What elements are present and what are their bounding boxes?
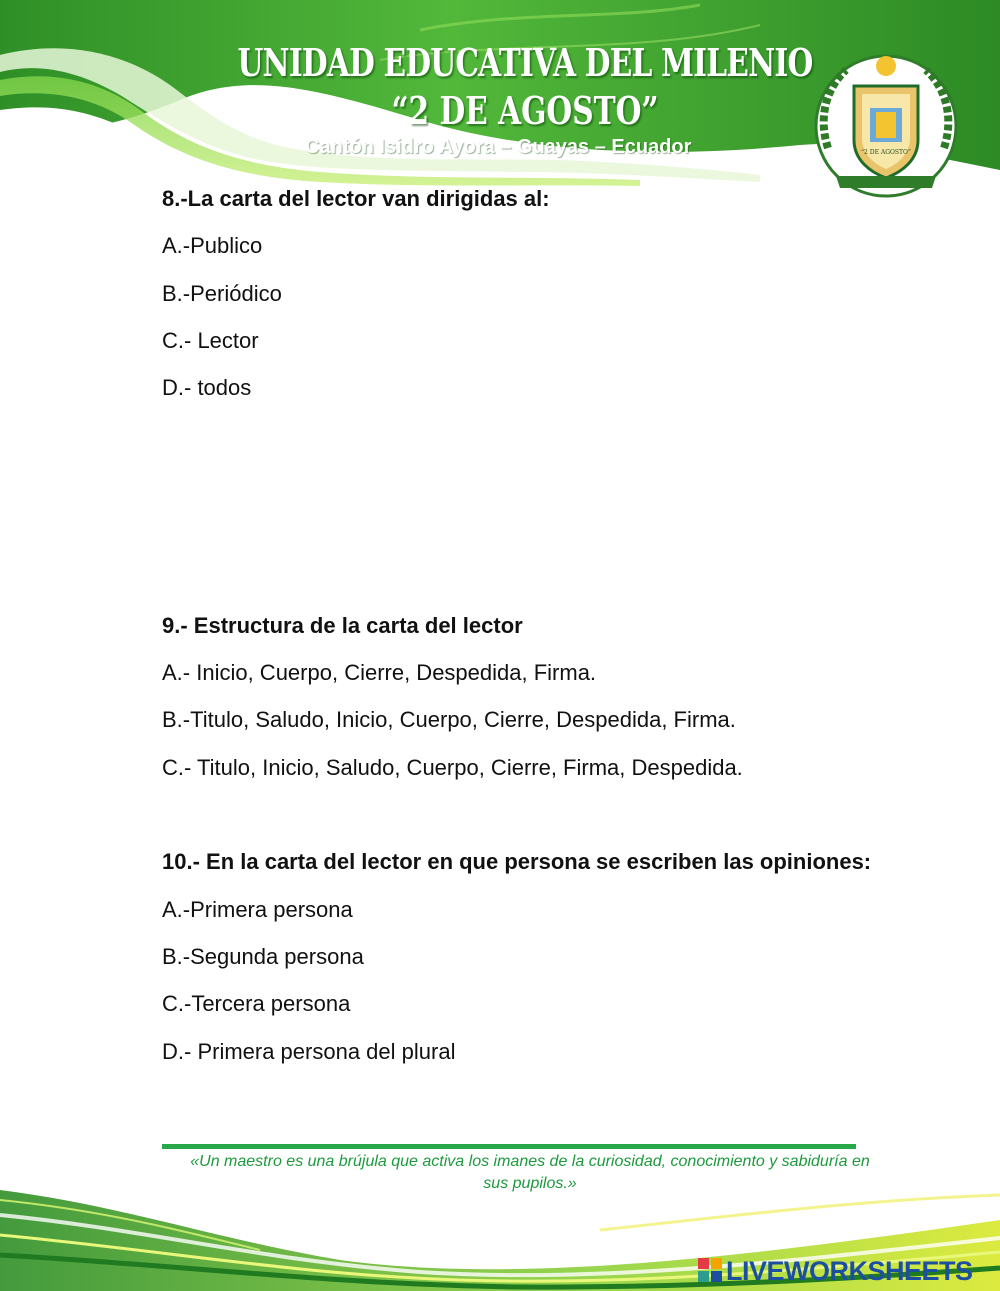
liveworksheets-logo-icon [698, 1258, 722, 1282]
question-9-option-a: A.- Inicio, Cuerpo, Cierre, Despedida, Firma. [162, 660, 597, 685]
school-location: Cantón Isidro Ayora – Guayas – Ecuador [305, 136, 692, 158]
question-10-prompt: 10.- En la carta del lector en que persona se escriben las opiniones: [162, 849, 872, 874]
question-8-option-d: D.- todos [162, 375, 252, 400]
question-10-option-d: D.- Primera persona del plural [162, 1039, 456, 1064]
crest-inner-text: “2 DE AGOSTO” [860, 149, 912, 156]
question-8-prompt: 8.-La carta del lector van dirigidas al: [162, 186, 550, 211]
school-crest-icon [806, 48, 966, 198]
school-title-quoted: “2 DE AGOSTO” [391, 88, 659, 133]
school-title: UNIDAD EDUCATIVA DEL MILENIO [237, 40, 813, 85]
question-8-option-b: B.-Periódico [162, 281, 282, 306]
footer-divider [162, 1144, 856, 1149]
question-10-option-c: C.-Tercera persona [162, 991, 351, 1016]
question-8-option-a: A.-Publico [162, 233, 263, 258]
question-9-option-b: B.-Titulo, Saludo, Inicio, Cuerpo, Cierre, Despedida, Firma. [162, 707, 736, 732]
footer-quote: «Un maestro es una brújula que activa los imanes de la curiosidad, conocimiento y sabiduría en sus pupilos.» [190, 1153, 870, 1192]
question-9-option-c: C.- Titulo, Inicio, Saludo, Cuerpo, Cierre, Firma, Despedida. [162, 755, 743, 780]
question-10-option-a: A.-Primera persona [162, 897, 353, 922]
watermark-text[interactable]: LIVEWORKSHEETS [726, 1256, 973, 1286]
question-9-prompt: 9.- Estructura de la carta del lector [162, 613, 523, 638]
question-10-option-b: B.-Segunda persona [162, 944, 364, 969]
question-8-option-c: C.- Lector [162, 328, 259, 353]
